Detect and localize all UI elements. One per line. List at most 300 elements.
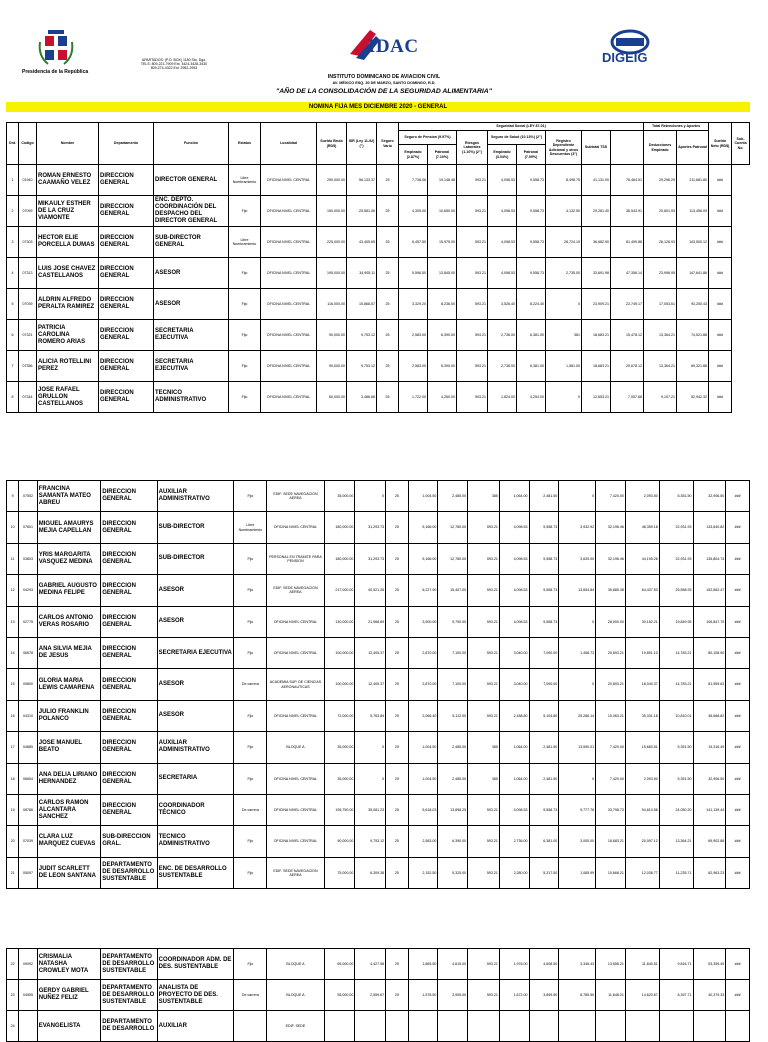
row-aportes: 13,364.21 — [644, 351, 677, 382]
row-registro: 0 — [559, 481, 596, 512]
row-pension-pat: 15,407.00 — [438, 575, 468, 606]
header-total-tss: Subtotal TSS — [582, 131, 611, 165]
row-deducciones: 15,683.51 — [625, 732, 659, 763]
row-departamento: DEPARTAMENTO DE DESARROLLO SUSTENTABLE — [101, 980, 157, 1011]
row-sueldo: 35,000.00 — [324, 481, 355, 512]
row-total-tss: 15,063.21 — [596, 700, 626, 731]
row-riesgos: 593.21 — [468, 575, 500, 606]
row-subcuenta: ### — [726, 606, 750, 637]
row-pension-emp: 7,738.06 — [399, 165, 428, 196]
row-salud-pat: 5,104.80 — [529, 700, 559, 731]
row-salud-pat: 6,381.00 — [517, 320, 546, 351]
row-ord: 8 — [7, 382, 19, 413]
row-salud-emp: 4,098.53 — [499, 543, 529, 574]
row-neto: 69,902.88 — [693, 826, 726, 857]
row-salud-emp: 1,064.00 — [499, 732, 529, 763]
row-deducciones: 46,359.18 — [625, 512, 659, 543]
row-total-tss: 28,000.00 — [596, 606, 626, 637]
row-localidad: EDIF. SEDE — [267, 1011, 324, 1042]
row-registro: 3,346.43 — [559, 949, 596, 980]
row-nombre: MIKAULY ESTHER DE LA CRUZ VIAMONTE — [37, 196, 99, 227]
row-pension-emp: 1,004.50 — [408, 763, 438, 794]
row-seguro-vida: 25 — [377, 351, 399, 382]
contact-info — [124, 58, 224, 70]
row-nombre: JOSE MANUEL BEATO — [37, 732, 101, 763]
row-salud-emp: 2,736.00 — [488, 320, 517, 351]
row-ord: 21 — [7, 857, 19, 888]
row-codigo: 01940 — [19, 165, 37, 196]
header-estatus: Estatus — [229, 123, 261, 165]
row-ord: 24 — [7, 1011, 19, 1042]
row-seguro-vida: 25 — [386, 980, 409, 1011]
row-codigo: 04885 — [19, 732, 37, 763]
row-riesgos — [468, 1011, 500, 1042]
contact-line: APARTADOS: (P.O. BOX) 1180 Sto. Dgo. — [141, 58, 207, 62]
row-nombre: GABRIEL AUGUSTO MEDINA FELIPE — [37, 575, 101, 606]
row-pension-emp: 1,722.00 — [399, 382, 428, 413]
table-row — [7, 165, 750, 196]
row-codigo: 07344 — [19, 382, 37, 413]
row-aportes: 19,849.95 — [659, 606, 693, 637]
row-sueldo: 90,000.00 — [324, 826, 355, 857]
row-funcion: SUB-DIRECTOR — [157, 512, 234, 543]
header-total-retenciones: Total Retenciones y Aportes — [644, 123, 709, 131]
row-localidad: OFICINA NIVEL CENTRAL — [267, 763, 324, 794]
row-total-tss: 29,281.40 — [582, 196, 611, 227]
table-row — [7, 481, 750, 512]
row-ord: 16 — [7, 700, 19, 731]
row-codigo: 04310 — [19, 700, 37, 731]
row-neto: 69,321.88 — [677, 351, 709, 382]
row-subcuenta: ### — [726, 826, 750, 857]
institution-address: AV. MÉXICO ESQ. 30 DE MARZO, SANTO DOMINGO, R.D. — [332, 81, 436, 85]
table-row — [7, 669, 750, 700]
row-ord: 17 — [7, 732, 19, 763]
row-deducciones: 47,356.14 — [611, 258, 644, 289]
row-localidad: OFICINA NIVEL CENTRAL — [261, 351, 317, 382]
contact-line: 809-274-4322 Ext. 2952-2953 — [150, 66, 198, 70]
row-ord: 19 — [7, 794, 19, 825]
row-departamento: DIRECCION GENERAL — [99, 320, 154, 351]
row-registro: 25,286.14 — [559, 700, 596, 731]
row-aportes: 23,996.95 — [644, 258, 677, 289]
header-seguro-vida: Seguro Vario — [377, 123, 399, 165]
row-riesgos: 593.21 — [468, 826, 500, 857]
row-salud-pat: 4,608.50 — [529, 949, 559, 980]
row-pension-pat: 3,905.00 — [438, 980, 468, 1011]
row-salud-pat: 9,558.73 — [517, 258, 546, 289]
row-estatus: Libre Nombramiento — [229, 165, 261, 196]
row-ord: 20 — [7, 826, 19, 857]
row-nombre: ALICIA ROTELLINI PEREZ — [37, 351, 99, 382]
row-nombre: ANA DELIA LIRIANO HERNANDEZ — [37, 763, 101, 794]
row-departamento: DEPARTAMENTO DE DESARROLLO SUSTENTABLE — [101, 949, 157, 980]
row-ord: 13 — [7, 606, 19, 637]
row-salud-emp: 1,672.00 — [499, 980, 529, 1011]
row-isr: 9,753.12 — [347, 351, 377, 382]
row-nombre: FRANCINA SAMANTA MATEO ABREU — [37, 481, 101, 512]
row-isr: 6,309.38 — [355, 857, 386, 888]
row-isr: 43,405.65 — [347, 227, 377, 258]
row-localidad: OFICINA NIVEL CENTRAL — [267, 700, 324, 731]
row-salud-emp: 3,040.00 — [499, 637, 529, 668]
row-isr: 31,293.73 — [355, 543, 386, 574]
row-subcuenta: ### — [726, 481, 750, 512]
row-estatus: Fijo — [234, 732, 267, 763]
row-seguro-vida: 25 — [386, 606, 409, 637]
row-salud-emp — [499, 1011, 529, 1042]
row-pension-pat — [438, 1011, 468, 1042]
row-localidad: OFICINA NIVEL CENTRAL — [261, 165, 317, 196]
row-salud-pat: 9,558.73 — [529, 575, 559, 606]
row-funcion: AUXILIAR ADMINISTRATIVO — [157, 481, 234, 512]
row-codigo: 08786 — [19, 794, 37, 825]
row-deducciones: 7,057.68 — [611, 382, 644, 413]
row-isr: 9,753.12 — [347, 320, 377, 351]
row-nombre: MIGUEL AMAURYS MEJIA CAPELLAN — [37, 512, 101, 543]
row-riesgos: 593.21 — [468, 512, 500, 543]
row-neto: 32,906.50 — [693, 763, 726, 794]
row-seguro-vida: 25 — [386, 637, 409, 668]
row-localidad: OFICINA NIVEL CENTRAL — [261, 258, 317, 289]
row-estatus: Fijo — [234, 575, 267, 606]
row-departamento: DIRECCION GENERAL — [101, 669, 157, 700]
table-row — [7, 794, 750, 825]
table-row — [7, 543, 750, 574]
row-nombre: JULIO FRANKLIN POLANCO — [37, 700, 101, 731]
row-salud-emp: 4,098.53 — [499, 794, 529, 825]
row-salud-pat: 2,481.50 — [529, 732, 559, 763]
row-funcion: ASESOR — [157, 575, 234, 606]
row-registro: 2,735.00 — [546, 258, 582, 289]
row-registro: 3,000.00 — [559, 826, 596, 857]
row-codigo: 07356 — [19, 351, 37, 382]
row-neto: 135,804.74 — [693, 543, 726, 574]
row-neto: 36,668.82 — [693, 700, 726, 731]
row-estatus: Fijo — [229, 289, 261, 320]
row-isr: 0 — [355, 763, 386, 794]
row-aportes: 13,364.21 — [644, 320, 677, 351]
row-deducciones: 12,036.77 — [625, 857, 659, 888]
row-riesgos: 385 — [468, 481, 500, 512]
row-funcion: ASESOR — [157, 669, 234, 700]
row-sueldo: 65,000.00 — [324, 949, 355, 980]
row-departamento: DEPARTAMENTO DE DESARROLLO — [101, 1011, 157, 1042]
row-salud-emp: 4,098.53 — [499, 512, 529, 543]
row-salud-pat: 9,558.73 — [529, 543, 559, 574]
row-subcuenta: ### — [726, 857, 750, 888]
row-estatus: De carrera — [234, 980, 267, 1011]
row-pension-emp: 2,066.40 — [408, 700, 438, 731]
row-pension-emp: 6,227.90 — [408, 575, 438, 606]
row-pension-emp: 3,329.20 — [399, 289, 428, 320]
row-codigo: 06678 — [19, 637, 37, 668]
row-aportes: 17,053.61 — [644, 289, 677, 320]
row-neto: 211,681.80 — [677, 165, 709, 196]
row-riesgos: 593.21 — [468, 543, 500, 574]
row-sueldo: 35,000.00 — [324, 763, 355, 794]
row-sueldo: 130,000.00 — [324, 606, 355, 637]
row-pension-pat: 9,790.00 — [438, 606, 468, 637]
row-subcuenta: ### — [726, 637, 750, 668]
row-deducciones: 35,331.18 — [625, 700, 659, 731]
row-total-tss: 35,885.38 — [596, 575, 626, 606]
header-seguridad-social: Seguridad Social (LEY 87-01) — [399, 123, 644, 131]
row-registro: 8,498.75 — [546, 165, 582, 196]
row-ord: 22 — [7, 949, 19, 980]
row-subcuenta: ### — [726, 949, 750, 980]
row-neto: 62,963.23 — [693, 857, 726, 888]
row-departamento: DIRECCION GENERAL — [101, 794, 157, 825]
row-nombre: CRISMALIA NATASHA CROWLEY MOTA — [37, 949, 101, 980]
header-sueldo: Sueldo Bruto (RD$) — [317, 123, 347, 165]
row-funcion: TECNICO ADMINISTRATIVO — [154, 382, 229, 413]
row-estatus: De carrera — [234, 669, 267, 700]
row-departamento: DIRECCION GENERAL — [99, 227, 154, 258]
row-isr: 40,521.26 — [355, 575, 386, 606]
row-subcuenta: ### — [709, 165, 732, 196]
table-row — [7, 227, 750, 258]
row-registro: 28,724.19 — [546, 227, 582, 258]
row-localidad: OFICINA NIVEL CENTRAL — [261, 382, 317, 413]
row-deducciones: 22,749.17 — [611, 289, 644, 320]
payroll-table-page-3 — [6, 948, 750, 1042]
row-isr: 4,427.58 — [355, 949, 386, 980]
row-pension-pat: 6,390.00 — [438, 826, 468, 857]
header-deducciones: Deducciones Empleado — [644, 131, 677, 165]
header-funcion: Función — [154, 123, 229, 165]
row-pension-pat: 7,100.00 — [438, 637, 468, 668]
row-deducciones: 81,499.88 — [611, 227, 644, 258]
row-registro: 0 — [559, 669, 596, 700]
row-subcuenta: ### — [726, 512, 750, 543]
contact-line: TELS: 809-221-7909 Ext. 3424-3428-3430 — [140, 62, 208, 66]
row-salud-pat: 9,558.73 — [529, 512, 559, 543]
row-neto: 113,456.09 — [677, 196, 709, 227]
row-subcuenta: ### — [709, 227, 732, 258]
row-sueldo: 180,000.00 — [324, 543, 355, 574]
row-aportes: 11,235.71 — [659, 857, 693, 888]
row-funcion: ASESOR — [157, 606, 234, 637]
row-total-tss: 23,909.21 — [582, 289, 611, 320]
row-registro: 381 — [546, 320, 582, 351]
row-deducciones: 2,093.50 — [625, 481, 659, 512]
header-ded-emp-spacer — [611, 131, 644, 165]
row-neto: 106,847.79 — [693, 606, 726, 637]
row-codigo — [19, 1011, 37, 1042]
row-codigo: 03803 — [19, 543, 37, 574]
table-row — [7, 320, 750, 351]
row-salud-pat — [529, 1011, 559, 1042]
header-nombre: Nombre — [37, 123, 99, 165]
row-isr: 15,868.57 — [347, 289, 377, 320]
row-aportes: 14,783.21 — [659, 669, 693, 700]
row-pension-pat: 13,898.25 — [438, 794, 468, 825]
row-isr: 21,968.69 — [355, 606, 386, 637]
row-localidad: ACADEMIA SUP. DE CIENCIAS AERONAUTICAS — [267, 669, 324, 700]
header-pension: Seguro de Pension (9.97%) — [399, 131, 457, 145]
row-funcion: ASESOR — [154, 289, 229, 320]
row-subcuenta: ### — [726, 575, 750, 606]
row-funcion: SECRETARIA — [157, 763, 234, 794]
row-funcion: SUB-DIRECTOR — [157, 543, 234, 574]
row-salud-emp: 4,098.53 — [488, 196, 517, 227]
row-pension-emp: 3,900.00 — [408, 606, 438, 637]
digeig-logo-text: DIGEIG — [602, 50, 648, 65]
row-seguro-vida: 25 — [386, 575, 409, 606]
row-funcion: AUXILIAR ADMINISTRATIVO — [157, 732, 234, 763]
row-pension-emp: 1,578.50 — [408, 980, 438, 1011]
row-salud-emp: 1,064.00 — [499, 481, 529, 512]
row-sueldo: 90,000.00 — [317, 351, 347, 382]
row-nombre: CLARA LUZ MARQUEZ CUEVAS — [37, 826, 101, 857]
row-ord: 7 — [7, 351, 19, 382]
row-riesgos: 593.21 — [457, 351, 488, 382]
row-nombre: PATRICIA CAROLINA ROMERO ARIAS — [37, 320, 99, 351]
row-localidad: OFICINA NIVEL CENTRAL — [261, 320, 317, 351]
row-salud-pat: 9,558.73 — [529, 606, 559, 637]
row-total-tss: 18,683.21 — [596, 826, 626, 857]
row-localidad: EDIF. SEDE NAVEGACION AEREA — [267, 481, 324, 512]
payroll-table-page-2 — [6, 480, 750, 889]
row-nombre: YRIS MARGARITA VASQUEZ MEDINA — [37, 543, 101, 574]
row-seguro-vida: 25 — [377, 320, 399, 351]
row-salud-pat: 2,481.50 — [529, 763, 559, 794]
row-ord: 23 — [7, 980, 19, 1011]
row-neto — [693, 1011, 726, 1042]
row-registro: 0 — [546, 382, 582, 413]
row-salud-pat: 2,481.50 — [529, 481, 559, 512]
row-isr: 12,405.37 — [355, 669, 386, 700]
row-sueldo: 150,000.00 — [317, 196, 347, 227]
row-salud-emp: 4,098.53 — [488, 258, 517, 289]
table-row — [7, 763, 750, 794]
row-pension-pat: 2,485.00 — [438, 763, 468, 794]
row-deducciones: 20,678.12 — [611, 351, 644, 382]
row-sueldo — [324, 1011, 355, 1042]
row-salud-emp: 3,040.00 — [499, 669, 529, 700]
row-pension-emp: 2,583.00 — [399, 351, 428, 382]
row-localidad: OFICINA NIVEL CENTRAL — [267, 606, 324, 637]
row-salud-emp: 2,188.80 — [499, 700, 529, 731]
row-codigo: 07039 — [19, 826, 37, 857]
row-pension-emp: 4,305.00 — [399, 196, 428, 227]
row-codigo: 07321 — [19, 320, 37, 351]
row-pension-pat: 4,615.00 — [438, 949, 468, 980]
row-deducciones: 11,640.51 — [625, 949, 659, 980]
row-departamento: DIRECCION GENERAL — [101, 606, 157, 637]
row-subcuenta: ### — [726, 700, 750, 731]
table-row — [7, 196, 750, 227]
row-pension-emp: 6,457.50 — [399, 227, 428, 258]
row-riesgos: 593.21 — [457, 320, 488, 351]
row-localidad: OFICINA NIVEL CENTRAL — [267, 512, 324, 543]
institution-name: INSTITUTO DOMINICANO DE AVIACION CIVIL — [327, 74, 441, 80]
row-seguro-vida: 25 — [377, 165, 399, 196]
row-aportes: 9,107.21 — [644, 382, 677, 413]
row-funcion: ENC. DE DESARROLLO SUSTENTABLE — [157, 857, 234, 888]
row-total-tss: 20,693.21 — [596, 637, 626, 668]
row-salud-emp: 3,526.40 — [488, 289, 517, 320]
row-aportes: 8,397.71 — [659, 980, 693, 1011]
row-salud-pat: 4,254.00 — [517, 382, 546, 413]
row-neto: 143,500.12 — [677, 227, 709, 258]
header-salud-pat: Patronal (7.09%) — [517, 145, 546, 165]
row-neto: 81,959.63 — [693, 669, 726, 700]
row-neto: 40,379.33 — [693, 980, 726, 1011]
row-departamento: DIRECCION GENERAL — [101, 512, 157, 543]
row-registro: 0 — [559, 606, 596, 637]
row-total-tss: 20,693.21 — [596, 669, 626, 700]
row-localidad: PERSONAL EN TRAMITE PARA PENSION — [267, 543, 324, 574]
row-pension-emp: 5,618.03 — [408, 794, 438, 825]
row-isr: 5,763.84 — [355, 700, 386, 731]
row-total-tss: 18,683.21 — [582, 351, 611, 382]
row-estatus: De carrera — [234, 794, 267, 825]
row-subcuenta: ### — [726, 732, 750, 763]
row-sueldo: 60,000.00 — [317, 382, 347, 413]
row-isr: 2,559.67 — [355, 980, 386, 1011]
header-salud: Seguro de Salud (10.13%) (2") — [488, 131, 546, 145]
row-aportes: 20,801.93 — [644, 196, 677, 227]
row-neto: 152,562.47 — [693, 575, 726, 606]
row-nombre: CARLOS RAMON ALCANTARA SANCHEZ — [37, 794, 101, 825]
row-codigo: 04555 — [19, 980, 37, 1011]
row-departamento: DIRECCION GENERAL — [99, 289, 154, 320]
row-riesgos: 385 — [468, 732, 500, 763]
row-sueldo: 217,000.00 — [324, 575, 355, 606]
row-nombre: JOSE RAFAEL GRULLON CASTELLANOS — [37, 382, 99, 413]
row-seguro-vida: 25 — [386, 512, 409, 543]
row-registro: 0 — [559, 763, 596, 794]
row-pension-pat: 12,780.00 — [438, 512, 468, 543]
row-registro: 9,777.76 — [559, 794, 596, 825]
row-localidad: OFICINA NIVEL CENTRAL — [267, 826, 324, 857]
row-isr: 56,133.37 — [347, 165, 377, 196]
row-riesgos: 593.21 — [468, 637, 500, 668]
row-nombre: HECTOR ELIE PORCELLA DUMAS — [37, 227, 99, 258]
row-riesgos: 593.21 — [457, 258, 488, 289]
row-deducciones: 2,093.50 — [625, 763, 659, 794]
row-sueldo: 195,750.00 — [324, 794, 355, 825]
row-salud-emp: 1,824.00 — [488, 382, 517, 413]
row-departamento: DIRECCION GENERAL — [99, 382, 154, 413]
row-seguro-vida: 25 — [386, 794, 409, 825]
row-pension-pat: 8,236.00 — [428, 289, 457, 320]
table-row — [7, 637, 750, 668]
row-pension-pat: 19,148.48 — [428, 165, 457, 196]
row-seguro-vida: 25 — [386, 543, 409, 574]
row-localidad: OFICINA NIVEL CENTRAL — [261, 227, 317, 258]
row-deducciones: 15,478.12 — [611, 320, 644, 351]
row-neto: 141,139.44 — [693, 794, 726, 825]
row-aportes: 10,810.01 — [659, 700, 693, 731]
row-pension-pat: 4,260.00 — [428, 382, 457, 413]
row-total-tss: 36,682.90 — [582, 227, 611, 258]
row-funcion: SECRETARIA EJECUTIVA — [157, 637, 234, 668]
row-funcion: SECRETARIA EJECUTIVA — [154, 320, 229, 351]
row-seguro-vida: 25 — [386, 481, 409, 512]
header-pension-pat: Patronal (7.10%) — [428, 145, 457, 165]
row-deducciones: 20,097.12 — [625, 826, 659, 857]
row-estatus: Libre Nombramiento — [234, 512, 267, 543]
row-riesgos: 593.21 — [457, 165, 488, 196]
row-funcion: COORDINADOR TÉCNICO — [157, 794, 234, 825]
row-codigo: 07099 — [19, 196, 37, 227]
row-seguro-vida: 25 — [377, 227, 399, 258]
row-total-tss — [596, 1011, 626, 1042]
row-localidad: OFICINA NIVEL CENTRAL — [261, 289, 317, 320]
